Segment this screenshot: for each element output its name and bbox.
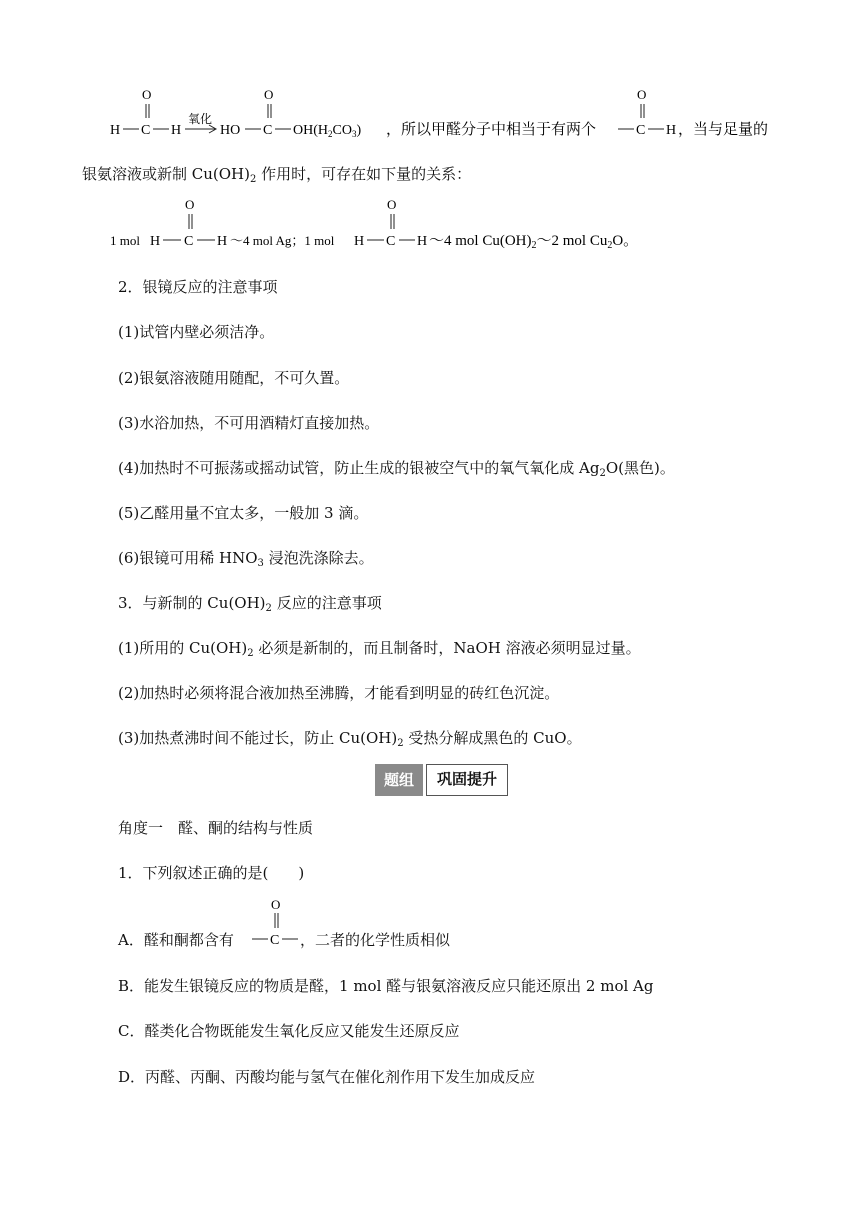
section2-item-2: (2)银氨溶液随用随配，不可久置。 — [118, 369, 350, 387]
formula-h-right: H — [171, 123, 182, 138]
group-banner — [375, 764, 508, 796]
angle-heading: 角度一 醛、酮的结构与性质 — [118, 819, 314, 837]
section2-item-3: (3)水浴加热，不可用酒精灯直接加热。 — [118, 414, 380, 432]
option-c: C．醛类化合物既能发生氧化反应又能发生还原反应 — [118, 1022, 460, 1040]
section2-heading: 2．银镜反应的注意事项 — [118, 278, 278, 296]
formula-o2: O — [264, 87, 274, 102]
f2-c2: C — [386, 234, 396, 249]
f2-h4: H — [417, 234, 428, 249]
f2-o1: O — [185, 197, 195, 212]
option-d: D．丙醛、丙酮、丙酸均能与氢气在催化剂作用下发生加成反应 — [118, 1068, 536, 1086]
group-banner-title: 巩固提升 — [426, 764, 508, 796]
option-a-rest: ，二者的化学性质相似 — [300, 931, 451, 949]
mol-1: 1 mol — [110, 233, 140, 248]
relation-2: ～4 mol $Cu(OH)_2\sim 2$ mol $Cu_2O$。 — [429, 233, 639, 251]
section3-item-2: (2)加热时必须将混合液加热至沸腾，才能看到明显的砖红色沉淀。 — [118, 684, 560, 702]
f2-h2: H — [217, 234, 228, 249]
arrow-label: 氧化 — [188, 112, 213, 126]
line2-text: 银氨溶液或新制 $Cu(OH)_2$ 作用时，可存在如下量的关系： — [82, 165, 472, 185]
group-banner-label: 题组 — [375, 764, 423, 796]
formula-o1: O — [142, 87, 152, 102]
section2-item-4: (4)加热时不可振荡或摇动试管，防止生成的银被空气中的氧气氧化成 $Ag_2O$(黑色)。 — [118, 459, 675, 479]
formula-c1: C — [141, 123, 151, 138]
product-ho: HO — [220, 123, 241, 138]
formula1-text-after: ，所以甲醛分子中相当于有两个 — [386, 122, 597, 138]
section3-heading: 3．与新制的 $Cu(OH)_2$ 反应的注意事项 — [118, 594, 382, 614]
carbonyl-o: O — [271, 898, 281, 912]
product-oh: $OH(H_2CO_3)$ — [293, 123, 362, 139]
formula-h-left: H — [110, 123, 121, 138]
quantity-relation-formula — [0, 196, 860, 266]
section2-item-5: (5)乙醛用量不宜太多，一般加 3 滴。 — [118, 504, 369, 522]
f2-h1: H — [150, 234, 161, 249]
section3-item-3: (3)加热煮沸时间不能过长，防止 $Cu(OH)_2$ 受热分解成黑色的 CuO。 — [118, 729, 582, 749]
relation-1: ～4 mol Ag；1 mol — [230, 233, 335, 248]
option-a: A．醛和酮都含有 — [118, 931, 234, 949]
section3-item-1: (1)所用的 $Cu(OH)_2$ 必须是新制的，而且制备时，NaOH 溶液必须明显过量。 — [118, 639, 641, 659]
formula-h3: H — [666, 123, 677, 138]
formula-c2: C — [263, 123, 273, 138]
section2-item-6: (6)银镜可用稀 $HNO_3$ 浸泡洗涤除去。 — [118, 549, 374, 569]
carbonyl-c: C — [270, 933, 280, 948]
f2-c1: C — [184, 234, 194, 249]
f2-h3: H — [354, 234, 365, 249]
formula1-text-end: ，当与足量的 — [678, 122, 769, 138]
question-stem: 1．下列叙述正确的是( ) — [118, 864, 305, 882]
section2-item-1: (1)试管内壁必须洁净。 — [118, 323, 275, 341]
formula-o3: O — [637, 87, 647, 102]
formula-c3: C — [636, 123, 646, 138]
option-b: B．能发生银镜反应的物质是醛，1 mol 醛与银氨溶液反应只能还原出 2 mol Ag — [118, 977, 654, 995]
f2-o2: O — [387, 197, 397, 212]
